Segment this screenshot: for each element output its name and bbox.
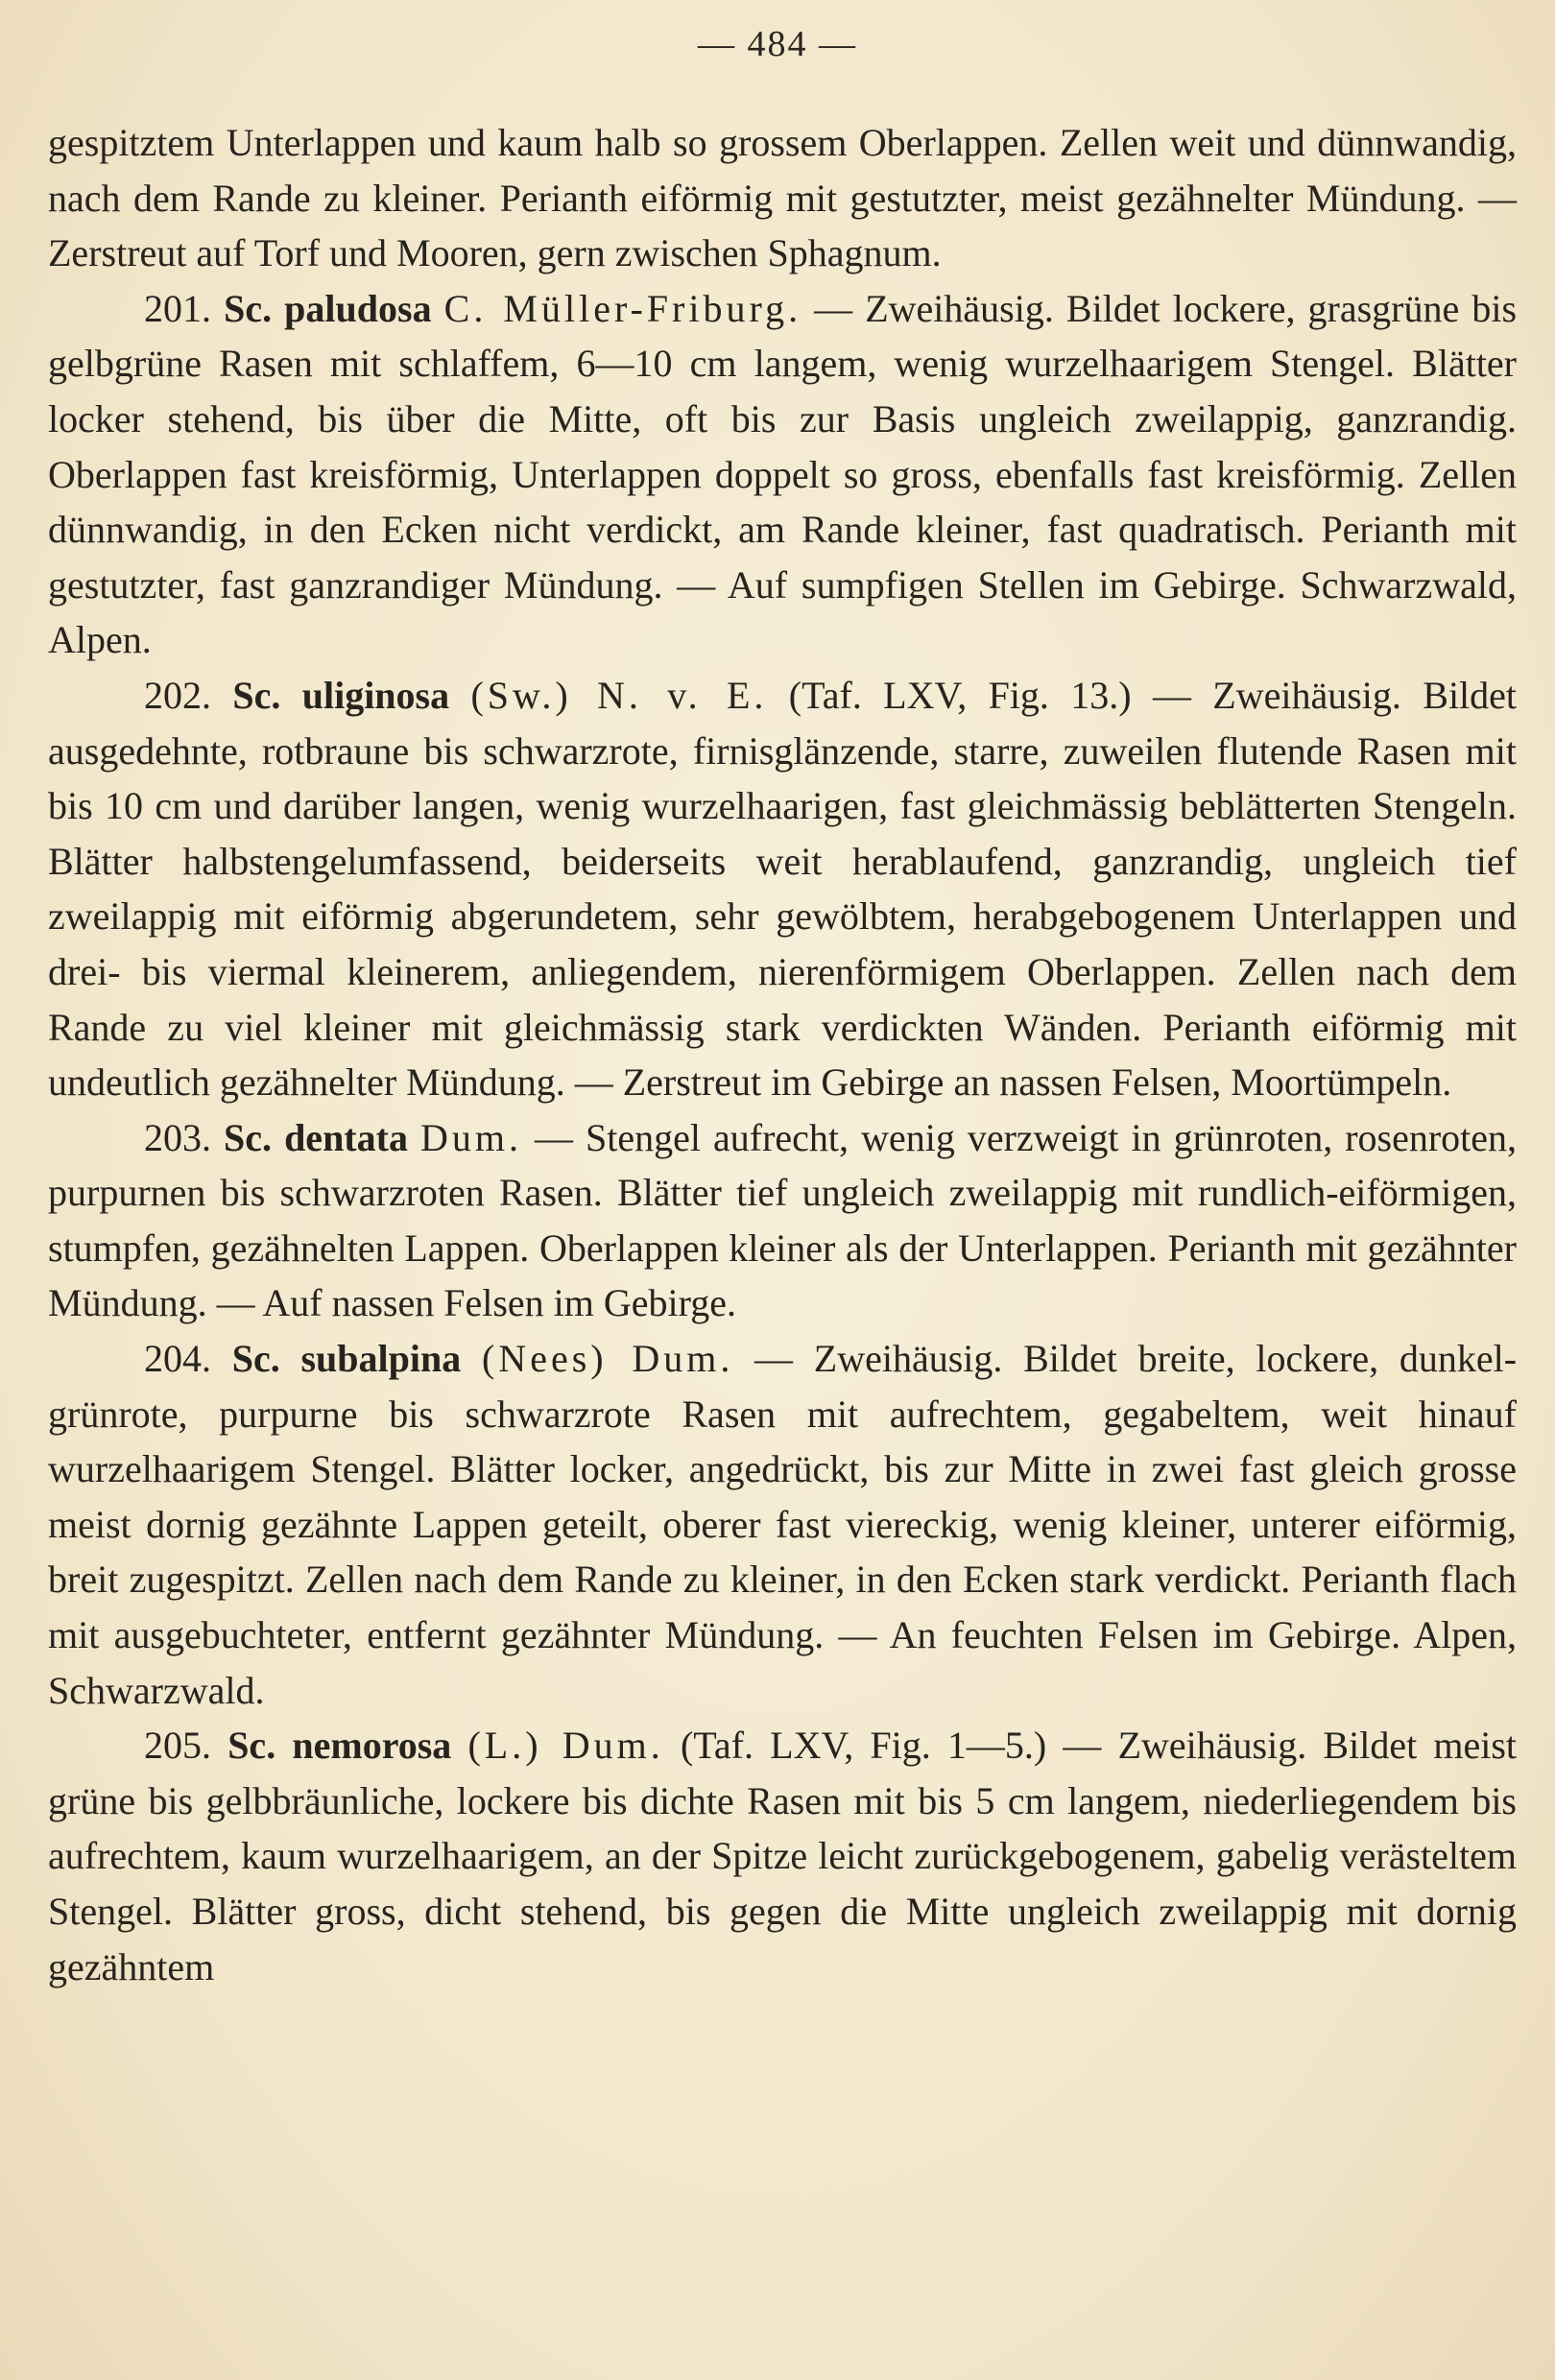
entry-description: (Taf. LXV, Fig. 13.) — Zweihäusig. Bildet ausgedehnte, rotbraune bis schwarzrote, firnisglänzende, starre, zuweilen flutende Rasen mit bis 10 cm und darüber langen, wenig wurzelhaarigen, fast gleichmässig beblätterten Stengeln. Blätter halbstengelumfassend, beiderseits weit herablaufend, ganzrandig, ungleich tief zweilappig mit eiförmig abgerundetem, sehr gewölbtem, herabgebogenem Unterlappen und drei- bis viermal kleinerem, anliegendem, nierenförmigem Oberlappen. Zellen nach dem Rande zu viel kleiner mit gleichmässig stark verdickten Wänden. Perianth eiförmig mit undeutlich gezähnelter Mündung. — Zerstreut im Gebirge an nassen Felsen, Moortümpeln.	[48, 673, 1518, 1105]
genus-abbrev: Sc.	[231, 1337, 280, 1381]
entry-number: 205.	[144, 1724, 211, 1768]
author-citation: (Sw.) N. v. E.	[470, 673, 768, 717]
genus-abbrev: Sc.	[224, 286, 273, 330]
species-name: subalpina	[300, 1337, 462, 1381]
entry-description: — Zweihäusig. Bildet lockere, grasgrüne bis gelbgrüne Rasen mit schlaffem, 6—10 cm langem, wenig wurzelhaarigem Stengel. Blätter locker stehend, bis über die Mitte, oft bis zur Basis ungleich zweilappig, ganzrandig. Oberlappen fast kreisförmig, Unterlappen doppelt so gross, ebenfalls fast kreisförmig. Zellen dünnwandig, in den Ecken nicht verdickt, am Rande kleiner, fast quadratisch. Perianth mit gestutzter, fast ganzrandiger Mündung. — Auf sumpfigen Stellen im Gebirge. Schwarzwald, Alpen.	[48, 286, 1518, 662]
species-name: nemorosa	[292, 1724, 452, 1768]
species-entry-204	[48, 1331, 1517, 1718]
author-citation: C. Müller-Friburg.	[443, 286, 802, 330]
author-citation: Dum.	[419, 1115, 522, 1159]
species-name: dentata	[284, 1115, 408, 1159]
entry-description: — Zweihäusig. Bildet breite, lockere, dunkel-grünrote, purpurne bis schwarzrote Rasen mit aufrechtem, gegabeltem, weit hinauf wurzelhaarigem Stengel. Blätter locker, angedrückt, bis zur Mitte in zwei fast gleich grosse meist dornig gezähnte Lappen geteilt, oberer fast viereckig, wenig kleiner, unterer eiförmig, breit zugespitzt. Zellen nach dem Rande zu kleiner, in den Ecken stark verdickt. Perianth flach mit ausgebuchteter, entfernt gezähnter Mündung. — An feuchten Felsen im Gebirge. Alpen, Schwarzwald.	[48, 1337, 1518, 1712]
genus-abbrev: Sc.	[224, 1115, 273, 1159]
species-name: paludosa	[284, 286, 432, 330]
species-entry-205	[48, 1718, 1517, 1994]
species-entry-202	[48, 668, 1517, 1110]
entry-description: — Stengel aufrecht, wenig verzweigt in grünroten, rosenroten, purpurnen bis schwarzroten Rasen. Blätter tief ungleich zweilappig mit rundlich-eiförmigen, stumpfen, gezähnelten Lappen. Oberlappen kleiner als der Unterlappen. Perianth mit gezähnter Mündung. — Auf nassen Felsen im Gebirge.	[48, 1115, 1518, 1325]
entry-description: (Taf. LXV, Fig. 1—5.) — Zweihäusig. Bildet meist grüne bis gelbbräunliche, lockere bis dichte Rasen mit bis 5 cm langem, niederliegendem bis aufrechtem, kaum wurzelhaarigem, an der Spitze leicht zurückgebogenem, gabelig verästeltem Stengel. Blätter gross, dicht stehend, bis gegen die Mitte ungleich zweilappig mit dornig gezähntem	[48, 1724, 1518, 1988]
entry-number: 202.	[144, 673, 211, 717]
species-entry-203	[48, 1110, 1517, 1331]
page-number: — 484 —	[698, 24, 857, 64]
entry-number: 201.	[144, 286, 211, 330]
continued-paragraph: gespitztem Unterlappen und kaum halb so grossem Oberlappen. Zellen weit und dünnwandig, nach dem Rande zu kleiner. Perianth eiförmig mit gestutzter, meist gezähnelter Mündung. — Zerstreut auf Torf und Mooren, gern zwischen Sphagnum.	[48, 121, 1517, 275]
author-citation: (L.) Dum.	[467, 1724, 664, 1768]
genus-abbrev: Sc.	[227, 1724, 276, 1768]
author-citation: (Nees) Dum.	[481, 1337, 734, 1381]
entry-number: 203.	[144, 1115, 211, 1159]
page-body	[48, 115, 1517, 1994]
species-entry-201	[48, 281, 1517, 668]
species-name: uliginosa	[301, 673, 450, 717]
genus-abbrev: Sc.	[232, 673, 281, 717]
entry-number: 204.	[144, 1337, 211, 1381]
